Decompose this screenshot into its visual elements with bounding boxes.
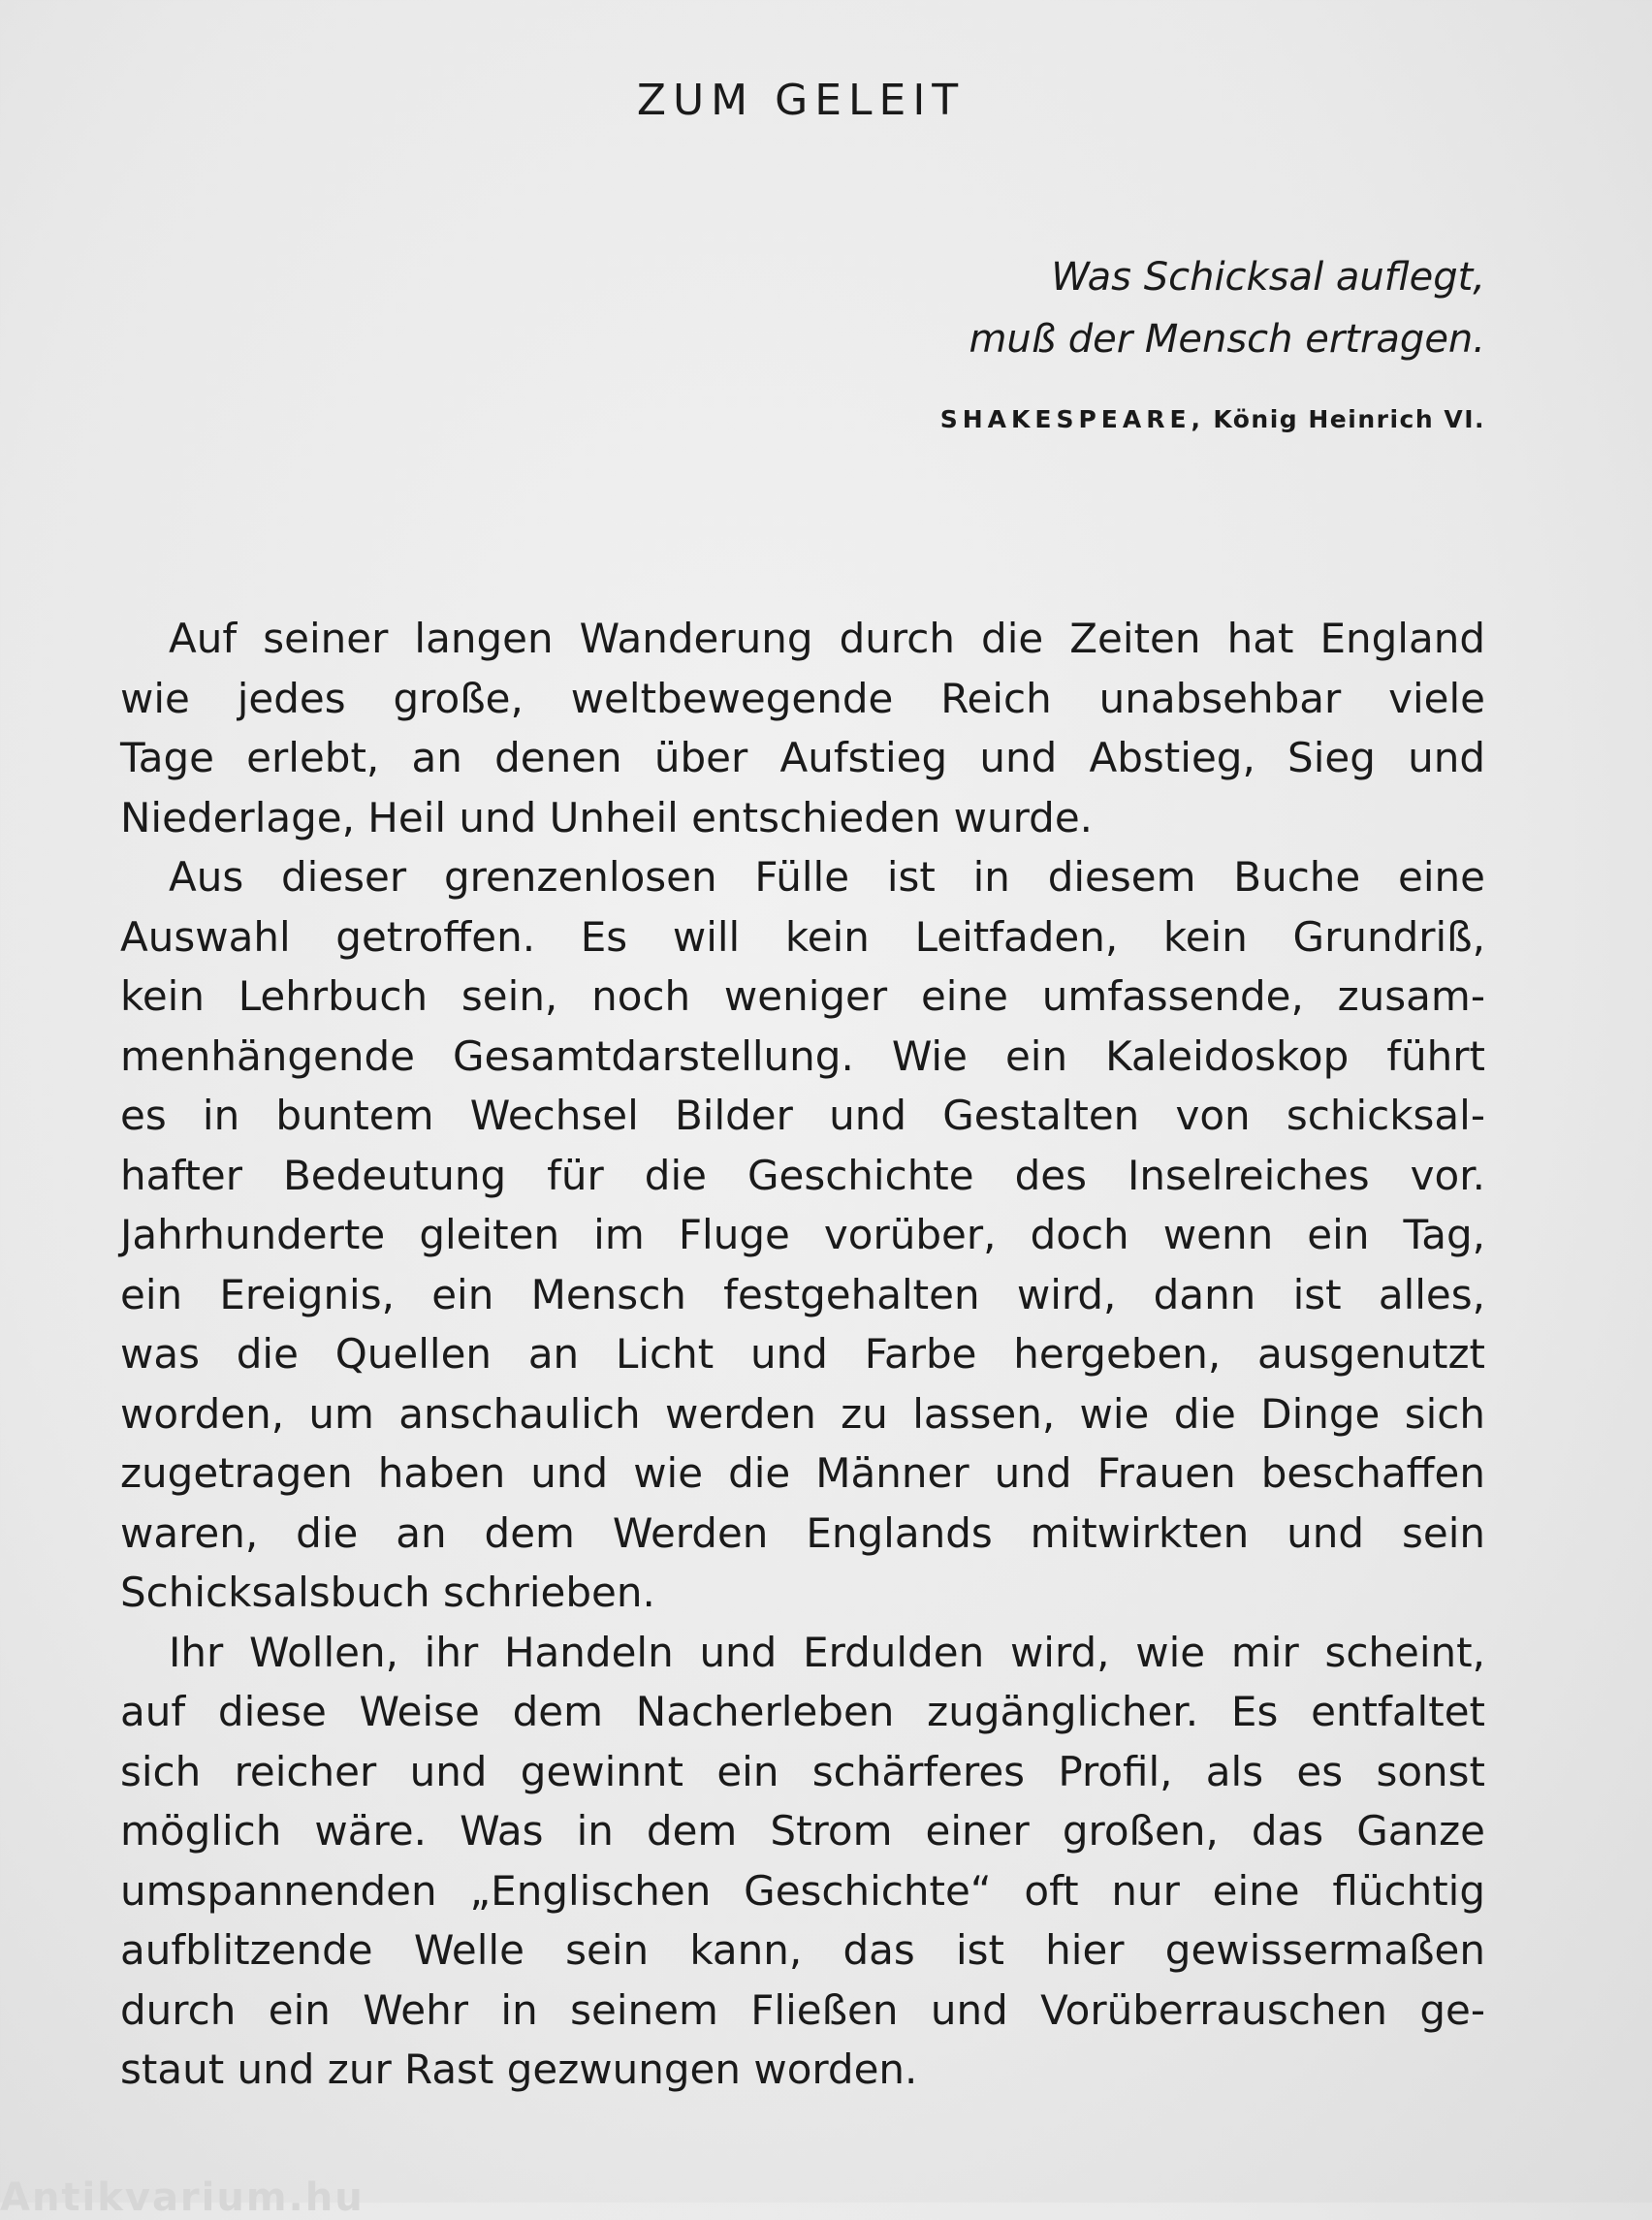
text-line: Auf seiner langen Wanderung durch die Zeiten hat England [169, 615, 1485, 662]
epigraph [969, 246, 1485, 370]
text-line: wie jedes große, weltbewegende Reich unabsehbar viele [120, 674, 1485, 722]
text-line: umspannenden „Englischen Geschichte“ oft nur eine flüchtig [120, 1866, 1485, 1915]
text-line: waren, die an dem Werden Englands mitwirkten und sein [120, 1508, 1485, 1557]
chapter-title: ZUM GELEIT [636, 76, 966, 125]
text-line: worden, um anschaulich werden zu lassen, wie die Dinge sich [120, 1389, 1485, 1438]
attribution-author: SHAKESPEARE, [939, 405, 1206, 433]
text-line: Aus dieser grenzenlosen Fülle ist in diesem Buche eine [169, 853, 1485, 901]
paragraph-2 [120, 847, 1485, 1623]
epigraph-attribution [940, 405, 1485, 434]
text-line: hafter Bedeutung für die Geschichte des Inselreiches vor. [120, 1151, 1485, 1199]
text-line: kein Lehrbuch sein, noch weniger eine umfassende, zusam- [120, 972, 1485, 1020]
attribution-work: König Heinrich VI. [1213, 405, 1485, 433]
text-line: Schicksalsbuch schrieben. [120, 1569, 655, 1616]
text-line: durch ein Wehr in seinem Fließen und Vorüberrauschen ge- [120, 1985, 1485, 2034]
text-line: zugetragen haben und wie die Männer und Frauen beschaffen [120, 1449, 1485, 1497]
epigraph-line-2: muß der Mensch ertragen. [969, 317, 1485, 362]
epigraph-line-1: Was Schicksal auflegt, [1051, 255, 1485, 300]
text-line: es in buntem Wechsel Bilder und Gestalten von schicksal- [120, 1092, 1485, 1139]
text-line: auf diese Weise dem Nacherleben zugänglicher. Es entfaltet [120, 1688, 1485, 1735]
text-line: sich reicher und gewinnt ein schärferes Profil, als es sonst [120, 1747, 1485, 1795]
watermark: Antikvarium.hu [0, 2175, 365, 2220]
text-line: Ihr Wollen, ihr Handeln und Erdulden wird, wie mir scheint, [169, 1628, 1485, 1676]
text-line: menhängende Gesamtdarstellung. Wie ein Kaleidoskop führt [120, 1031, 1485, 1080]
paragraph-1 [120, 609, 1485, 847]
text-line: aufblitzende Welle sein kann, das ist hier gewissermaßen [120, 1926, 1485, 1974]
paragraph-3 [120, 1623, 1485, 2100]
text-line: Jahrhunderte gleiten im Fluge vorüber, doch wenn ein Tag, [120, 1211, 1485, 1258]
text-line: was die Quellen an Licht und Farbe hergeben, ausgenutzt [120, 1330, 1485, 1378]
text-line: möglich wäre. Was in dem Strom einer großen, das Ganze [120, 1807, 1485, 1855]
body-text [120, 609, 1485, 2100]
text-line: staut und zur Rast gezwungen worden. [120, 2046, 918, 2093]
text-line: ein Ereignis, ein Mensch festgehalten wird, dann ist alles, [120, 1270, 1485, 1318]
text-line: Auswahl getroffen. Es will kein Leitfaden, kein Grundriß, [120, 912, 1485, 961]
text-line: Niederlage, Heil und Unheil entschieden wurde. [120, 793, 1094, 841]
text-line: Tage erlebt, an denen über Aufstieg und Abstieg, Sieg und [120, 734, 1485, 781]
